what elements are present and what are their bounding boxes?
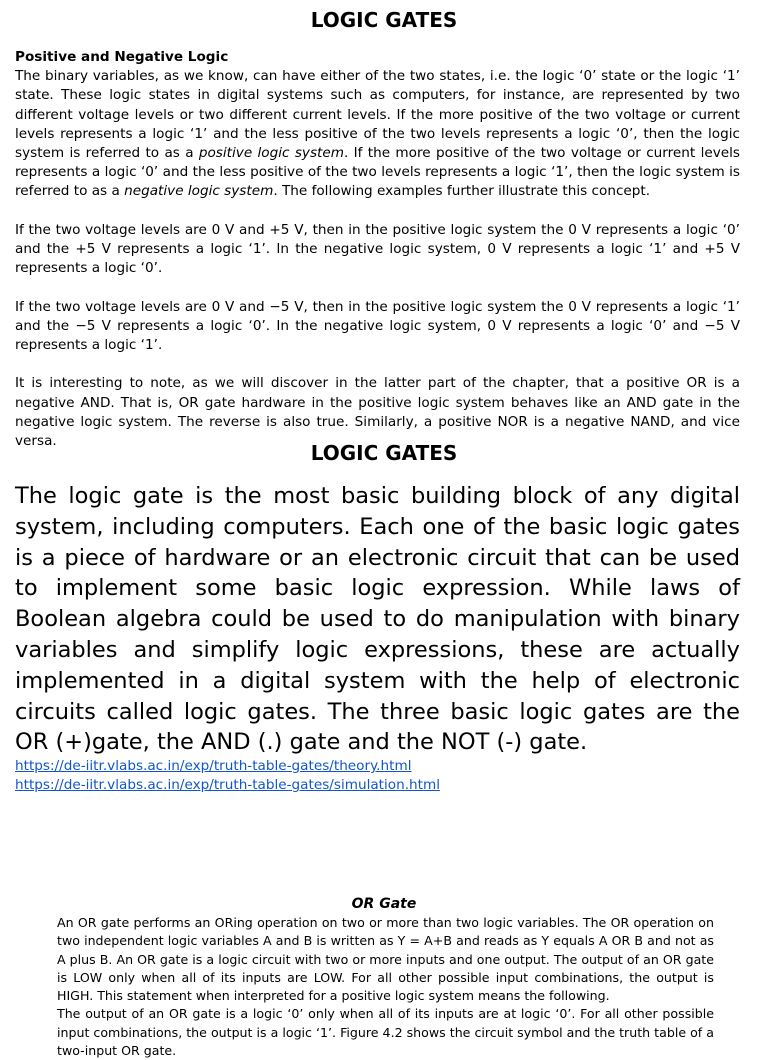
intro-text-part: . If the more positive of the two voltage or current levels represents a logic ‘0’ and the less positive of the two levels represents a logic ‘1’, then the logic system is referred to as a	[15, 145, 740, 200]
negative-logic-term: negative logic system	[124, 183, 274, 200]
section-subheading: Positive and Negative Logic	[15, 49, 229, 65]
or-gate-heading: OR Gate	[351, 896, 417, 912]
or-gate-paragraph: The output of an OR gate is a logic ‘0’ only when all of its inputs are at logic ‘0’. For all other possible input combinations, the output is a logic ‘1’. Figure 4.2 shows the circuit symbol and the truth table of a two-input OR gate.	[57, 1006, 714, 1059]
theory-link[interactable]: https://de-iitr.vlabs.ac.in/exp/truth-table-gates/theory.html	[15, 758, 412, 774]
positive-negative-logic-section	[15, 48, 740, 451]
page-title: LOGIC GATES	[310, 8, 458, 32]
intro-text-part: . The following examples further illustrate this concept.	[273, 183, 651, 200]
intro-paragraph	[15, 67, 740, 201]
positive-logic-term: positive logic system	[198, 145, 344, 162]
section-title: LOGIC GATES	[310, 441, 458, 465]
or-gate-description	[57, 914, 714, 1060]
example-paragraph-negative-voltage: If the two voltage levels are 0 V and −5 V, then in the positive logic system the 0 V represents a logic ‘1’ and the −5 V represents a logic ‘0’. In the negative logic system, 0 V represents a logic ‘0’ and −5 V represents a logic ‘1’.	[15, 298, 740, 354]
or-gate-paragraph: An OR gate performs an ORing operation on two or more than two logic variables. The OR operation on two independent logic variables A and B is written as Y = A+B and reads as Y equals A OR B and not as A plus B. An OR gate is a logic circuit with two or more inputs and one output. The output of an OR gate is LOW only when all of its inputs are LOW. For all other possible input combinations, the output is HIGH. This statement when interpreted for a positive logic system means the following.	[57, 915, 714, 1004]
simulation-link[interactable]: https://de-iitr.vlabs.ac.in/exp/truth-table-gates/simulation.html	[15, 777, 441, 794]
example-paragraph-positive-voltage: If the two voltage levels are 0 V and +5 V, then in the positive logic system the 0 V represents a logic ‘0’ and the +5 V represents a logic ‘1’. In the negative logic system, 0 V represents a logic ‘1’ and +5 V represents a logic ‘0’.	[15, 221, 740, 277]
reference-links	[15, 757, 440, 795]
logic-gate-intro-paragraph: The logic gate is the most basic building block of any digital system, including computers. Each one of the basic logic gates is a piece of hardware or an electronic circuit that can be used to implement some basic logic expression. While laws of Boolean algebra could be used to do manipulation with binary variables and simplify logic expressions, these are actually implemented in a digital system with the help of electronic circuits called logic gates. The three basic logic gates are the OR (+)gate, the AND (.) gate and the NOT (-) gate.	[15, 483, 740, 756]
intro-text-part: The binary variables, as we know, can have either of the two states, i.e. the logic ‘0’ state or the logic ‘1’ state. These logic states in digital systems such as computers, for instance, are represented by two different voltage levels or two different current levels. If the more positive of the two voltage or current levels represents a logic ‘1’ and the less positive of the two levels represents a logic ‘0’, then the logic system is referred to as a	[15, 68, 740, 162]
note-paragraph: It is interesting to note, as we will discover in the latter part of the chapter, that a positive OR is a negative AND. That is, OR gate hardware in the positive logic system behaves like an AND gate in the negative logic system. The reverse is also true. Similarly, a positive NOR is a negative NAND, and vice versa.	[15, 375, 740, 450]
